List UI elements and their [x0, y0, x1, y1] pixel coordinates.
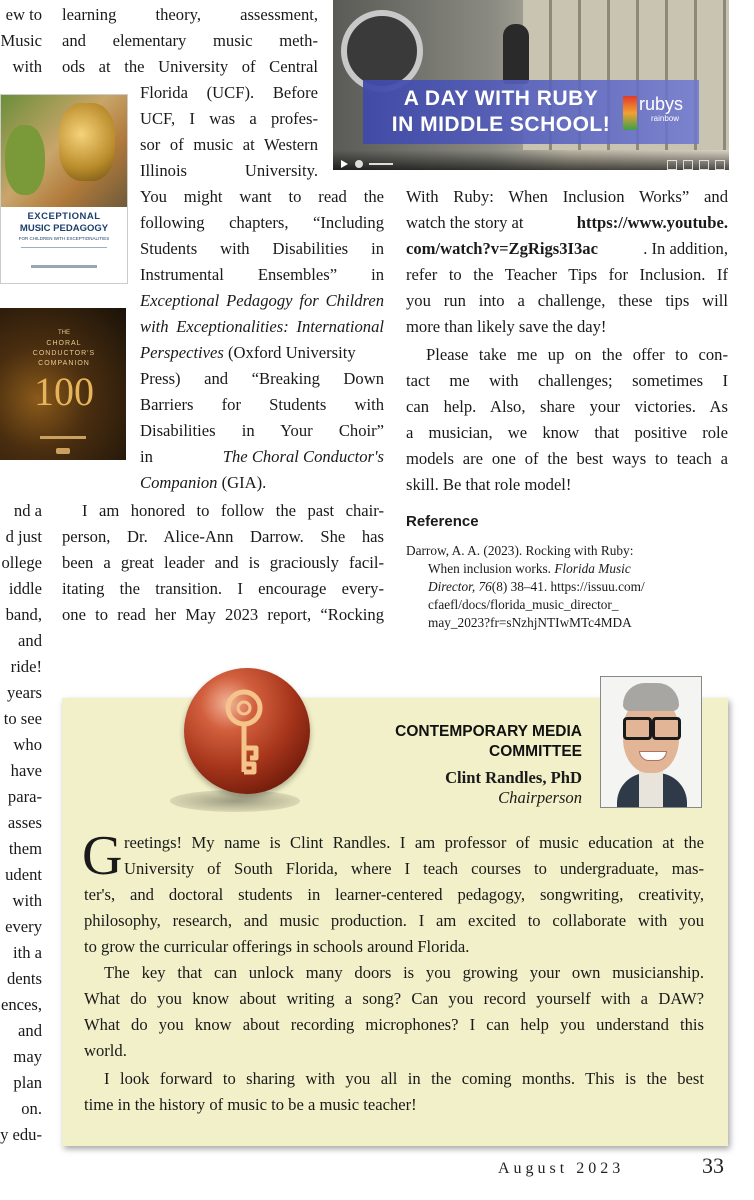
fragment: ollege	[1, 553, 42, 572]
fragment: iddle	[8, 579, 42, 598]
middle-line-16: Barriers for Students with	[140, 395, 384, 414]
right-line-4: refer to the Teacher Tips for Inclusion. If	[406, 265, 728, 284]
video-title-line1: A DAY WITH RUBY	[403, 87, 599, 110]
middle-line-3: ods at the University of Central	[62, 57, 318, 76]
key-icon	[184, 668, 310, 794]
author-line	[40, 436, 86, 439]
chair-portrait	[600, 676, 702, 808]
right-line-1: With Ruby: When Inclusion Works” and	[406, 187, 728, 206]
reference-line-2	[428, 560, 631, 578]
middle-line-8: You might want to read the	[140, 187, 384, 206]
right-line-2	[406, 210, 728, 236]
book-title-italic: The Choral Conductor's	[222, 447, 384, 466]
text-span: in	[140, 447, 153, 466]
book-cover-exceptional-music-pedagogy	[0, 94, 128, 284]
chair-role: Chairperson	[498, 788, 582, 807]
fragment: who	[13, 735, 42, 754]
drop-cap: G	[82, 825, 123, 887]
book2-title-line1: CHORAL	[46, 340, 82, 347]
fragment: them	[8, 839, 42, 858]
right-line-8: tact me with challenges; sometimes I	[406, 371, 728, 390]
middle-line-10: Students with Disabilities in	[140, 239, 384, 258]
committee-title-line1: CONTEMPORARY MEDIA	[395, 723, 582, 740]
book-title-italic: Perspectives	[140, 343, 224, 362]
middle-line-9: following chapters, “Including	[140, 213, 384, 232]
text-span: (GIA).	[217, 473, 267, 492]
middle-line-6: sor of music at Western	[140, 135, 318, 154]
video-title-line2: IN MIDDLE SCHOOL!	[391, 113, 611, 136]
middle-line-4: Florida (UCF). Before	[140, 83, 318, 102]
fragment: Music	[0, 31, 42, 50]
author-line	[31, 265, 97, 268]
play-icon[interactable]	[341, 160, 348, 168]
youtube-link-part2[interactable]: com/watch?v=ZgRigs3I3ac	[406, 239, 598, 258]
fragment: y edu-	[0, 1125, 42, 1144]
fullscreen-icon[interactable]	[715, 160, 725, 170]
fragment: and	[18, 631, 42, 650]
middle-line-23: itating the transition. I encourage every-	[62, 579, 384, 598]
child-shape	[5, 125, 45, 195]
committee-title-line2: COMMITTEE	[489, 743, 582, 760]
reference-line-4[interactable]: cfaefl/docs/florida_music_director_	[428, 597, 619, 612]
miniplayer-icon[interactable]	[699, 160, 709, 170]
middle-line-17: Disabilities in Your Choir”	[140, 421, 384, 440]
book2-title-line2: CONDUCTOR'S	[32, 350, 96, 357]
rubys-logo-text: rubys	[639, 94, 684, 114]
fragment: with	[12, 57, 42, 76]
panel-p2-line4: world.	[84, 1041, 127, 1060]
panel-p1-line3: ter's, and doctoral students in learner-centered pedagogy, songwriting, creativity,	[84, 885, 704, 904]
fragment: ride!	[10, 657, 42, 676]
panel-p2-line1: The key that can unlock many doors is you growing your own musicianship.	[104, 963, 704, 982]
volume-italic: , 76	[471, 579, 492, 594]
panel-p1-line1: reetings! My name is Clint Randles. I am professor of music education at the	[124, 833, 704, 852]
fragment: ences,	[1, 995, 42, 1014]
fragment: udent	[5, 865, 42, 884]
publisher-logo	[56, 448, 70, 454]
middle-line-11: Instrumental Ensembles” in	[140, 265, 384, 284]
journal-italic: Florida Music	[554, 561, 631, 576]
middle-line-2: and elementary music meth-	[62, 31, 318, 50]
fragment: years	[6, 683, 42, 702]
book2-number: 100	[34, 369, 94, 414]
glasses-right	[652, 717, 681, 740]
middle-line-24: one to read her May 2023 report, “Rocking	[62, 605, 384, 624]
reference-line-5[interactable]: may_2023?fr=sNzhjNTIwMTc4MDA	[428, 615, 632, 630]
middle-line-7: Illinois University.	[140, 161, 318, 180]
panel-p1-line2: University of South Florida, where I teach courses to undergraduate, mas-	[124, 859, 704, 878]
fragment: nd a	[13, 501, 42, 520]
shirt-shape	[639, 767, 663, 807]
right-line-6: more than likely save the day!	[406, 317, 607, 336]
tuba-shape	[59, 103, 115, 181]
reference-line-3	[428, 578, 645, 596]
book-title-italic: Companion	[140, 473, 218, 492]
reference-line-1: Darrow, A. A. (2023). Rocking with Ruby:	[406, 543, 634, 558]
progress-bar[interactable]	[369, 163, 393, 165]
journal-italic: Director	[428, 579, 472, 594]
middle-line-12: Exceptional Pedagogy for Children	[140, 291, 384, 310]
divider	[21, 247, 107, 248]
middle-line-21: person, Dr. Alice-Ann Darrow. She has	[62, 527, 384, 546]
book2-title-line3: COMPANION	[38, 360, 90, 367]
video-thumbnail[interactable]	[333, 0, 729, 170]
fragment: para-	[7, 787, 42, 806]
captions-icon[interactable]	[683, 160, 693, 170]
page-number: 33	[702, 1153, 724, 1178]
right-line-5: you run into a challenge, these tips will	[406, 291, 728, 310]
text-span: (Oxford University	[223, 343, 356, 362]
book1-title-line1: EXCEPTIONAL	[27, 211, 101, 222]
text-span: watch the story at	[406, 213, 524, 232]
right-line-10: a musician, we know that positive role	[406, 423, 728, 442]
settings-icon[interactable]	[667, 160, 677, 170]
right-line-3	[406, 236, 728, 262]
book1-title-line2: MUSIC PEDAGOGY	[19, 223, 109, 234]
right-line-11: models are one of the best ways to teach a	[406, 449, 728, 468]
fragment: may	[13, 1047, 42, 1066]
text-span[interactable]: (8) 38–41. https://issuu.com/	[491, 579, 645, 594]
fragment: plan	[13, 1073, 42, 1092]
middle-line-15: Press) and “Breaking Down	[140, 369, 384, 388]
youtube-link-part1[interactable]: https://www.youtube.	[576, 213, 728, 232]
fragment: on.	[21, 1099, 42, 1118]
cover-photo	[1, 95, 127, 207]
panel-p1-line5: to grow the curricular offerings in schools around Florida.	[84, 937, 470, 956]
panel-p2-line3: What do you know about recording microphones? I can help you understand this	[84, 1015, 704, 1034]
middle-line-13: with Exceptionalities: International	[140, 317, 384, 336]
fragment: have	[10, 761, 42, 780]
rubys-logo-icon	[623, 96, 637, 130]
fragment: ew to	[5, 5, 42, 24]
chair-name: Clint Randles, PhD	[445, 768, 582, 787]
volume-icon[interactable]	[355, 160, 363, 168]
panel-p2-line2: What do you know about writing a song? Can you record yourself with a DAW?	[84, 989, 704, 1008]
panel-p3-line2: time in the history of music to be a music teacher!	[84, 1095, 417, 1114]
reference-heading: Reference	[406, 513, 479, 530]
person-shape	[503, 24, 529, 84]
fragment: to see	[3, 709, 42, 728]
middle-line-5: UCF, I was a profes-	[140, 109, 318, 128]
key-sphere-icon	[184, 668, 310, 794]
fragment: with	[12, 891, 42, 910]
book-cover-choral-conductors-companion	[0, 308, 126, 460]
panel-p3-line1: I look forward to sharing with you all in the coming months. This is the best	[104, 1069, 704, 1088]
hair-shape	[623, 683, 679, 711]
text-span: When inclusion works.	[428, 561, 555, 576]
right-line-12: skill. Be that role model!	[406, 475, 572, 494]
panel-p1-line4: philosophy, research, and music production. I am excited to collaborate with you	[84, 911, 704, 930]
middle-line-20: I am honored to follow the past chair-	[82, 501, 384, 520]
fragment: and	[18, 1021, 42, 1040]
fragment: d just	[5, 527, 42, 546]
middle-line-18	[140, 444, 384, 470]
fragment: asses	[7, 813, 42, 832]
right-line-9: can help. Also, share your victories. As	[406, 397, 728, 416]
book1-subtitle: FOR CHILDREN WITH EXCEPTIONALITIES	[18, 236, 110, 241]
fragment: every	[5, 917, 42, 936]
fragment: dents	[6, 969, 42, 988]
middle-line-19	[140, 470, 266, 496]
text-span: . In addition,	[643, 239, 728, 258]
fragment: ith a	[12, 943, 42, 962]
right-line-7: Please take me up on the offer to con-	[426, 345, 728, 364]
footer-issue: August 2023	[498, 1160, 625, 1177]
book2-top: THE	[58, 330, 70, 336]
rubys-logo-sub: rainbow	[651, 114, 680, 123]
middle-line-1: learning theory, assessment,	[62, 5, 318, 24]
middle-line-14	[140, 340, 384, 366]
glasses-left	[623, 717, 652, 740]
middle-line-22: been a great leader and is graciously facil-	[62, 553, 384, 572]
fragment: band,	[5, 605, 42, 624]
